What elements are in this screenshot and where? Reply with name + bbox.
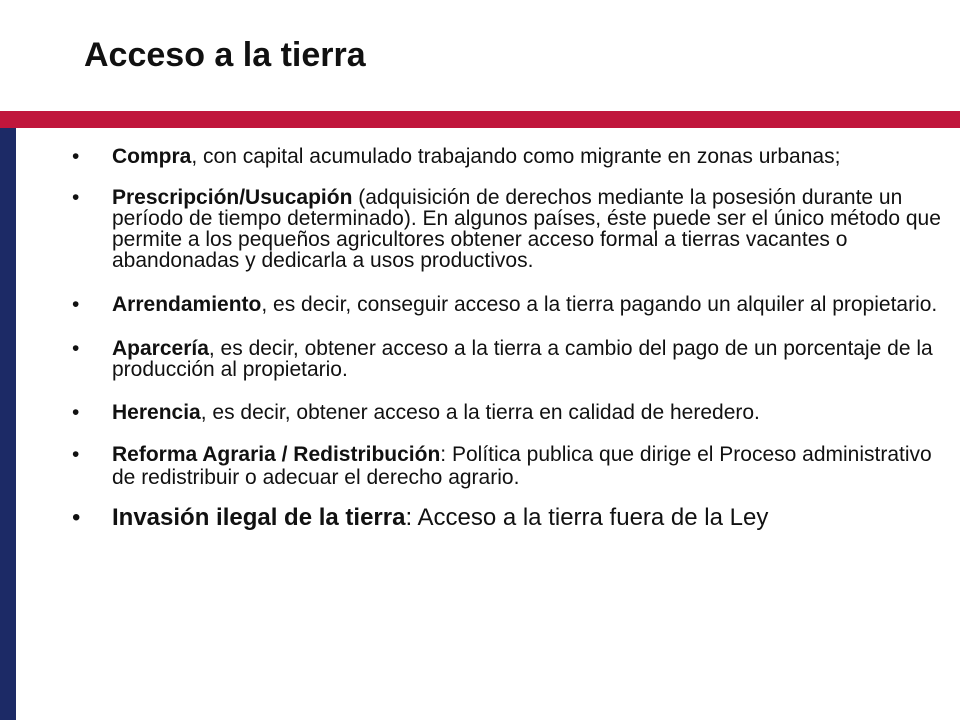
bullet-item-aparceria bbox=[72, 338, 942, 380]
accent-bar bbox=[0, 111, 960, 128]
bullet-dot: • bbox=[72, 186, 80, 209]
bullet-term: Compra bbox=[112, 145, 192, 168]
bullet-text: , es decir, conseguir acceso a la tierra pagando un alquiler al propietario. bbox=[261, 293, 938, 316]
bullet-text: : Acceso a la tierra fuera de la Ley bbox=[405, 504, 769, 531]
bullet-term: Herencia bbox=[112, 401, 201, 424]
bullet-dot: • bbox=[72, 337, 80, 360]
bullet-term: Arrendamiento bbox=[112, 293, 262, 316]
bullet-text: , es decir, obtener acceso a la tierra a cambio del pago de un porcentaje de la producción al propietario. bbox=[112, 337, 933, 381]
bullet-term: Reforma Agraria / Redistribución bbox=[112, 443, 441, 466]
bullet-dot: • bbox=[72, 401, 80, 424]
slide-title: Acceso a la tierra bbox=[84, 36, 366, 74]
bullet-term: Aparcería bbox=[112, 337, 209, 360]
bullet-item-arrendamiento bbox=[72, 294, 942, 315]
bullet-item-herencia bbox=[72, 402, 942, 423]
bullet-dot: • bbox=[72, 504, 81, 531]
bullet-item-reforma-agraria bbox=[72, 443, 942, 489]
bullet-dot: • bbox=[72, 443, 80, 466]
bullet-text: (adquisición de derechos mediante la posesión durante un período de tiempo determinado). En algunos países, éste puede ser el único método que permite a los pequeños agricultores obtener acceso formal a tierras vacantes o abandonadas y dedicarla a usos productivos. bbox=[112, 186, 941, 272]
side-bar bbox=[0, 128, 16, 720]
bullet-item-invasion-ilegal bbox=[72, 506, 942, 530]
bullet-dot: • bbox=[72, 293, 80, 316]
bullet-item-prescripcion bbox=[72, 187, 942, 271]
bullet-term: Prescripción/Usucapión bbox=[112, 186, 353, 209]
bullet-text: : Política publica que dirige el Proceso administrativo de redistribuir o adecuar el derecho agrario. bbox=[112, 443, 932, 489]
bullet-dot: • bbox=[72, 145, 80, 168]
bullet-list bbox=[72, 146, 942, 530]
bullet-term: Invasión ilegal de la tierra bbox=[112, 504, 406, 531]
bullet-text: , con capital acumulado trabajando como migrante en zonas urbanas; bbox=[191, 145, 841, 168]
bullet-item-compra bbox=[72, 146, 942, 167]
bullet-text: , es decir, obtener acceso a la tierra en calidad de heredero. bbox=[200, 401, 760, 424]
